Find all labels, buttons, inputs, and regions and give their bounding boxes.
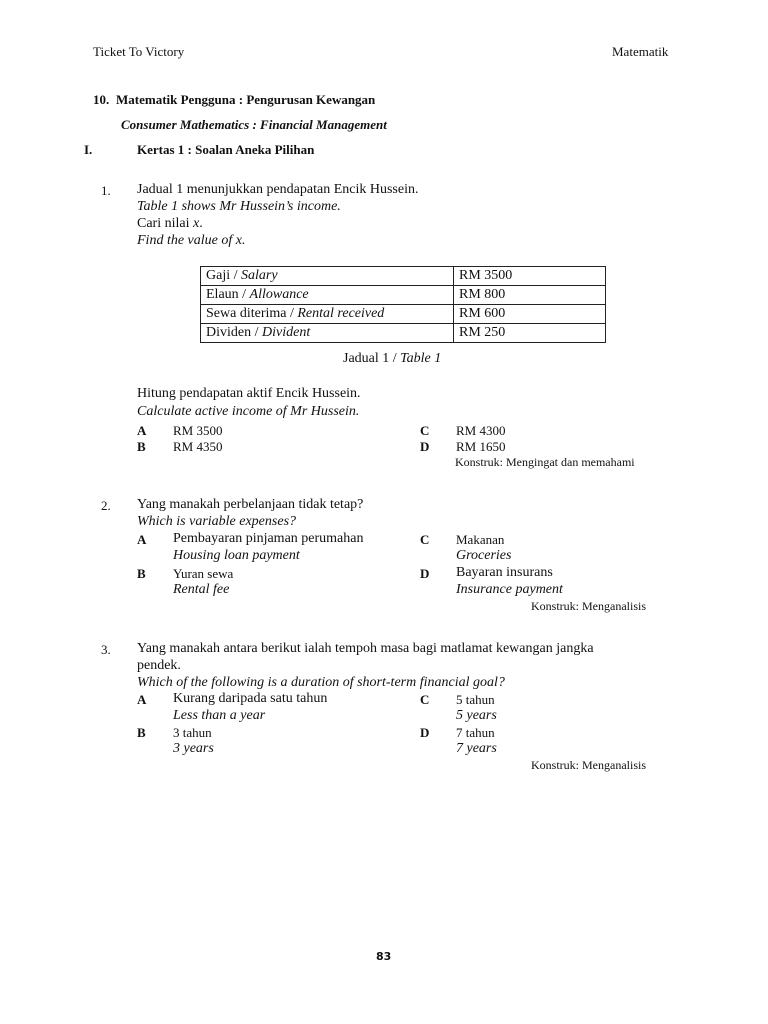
q2-option-d-en: Insurance payment	[456, 582, 563, 597]
table-row	[201, 305, 606, 324]
q1-line6: Calculate active income of Mr Hussein.	[137, 404, 360, 419]
q3-number: 3.	[101, 642, 111, 657]
q3-option-d-ms: 7 tahun	[456, 725, 495, 740]
section-number: I.	[84, 142, 93, 157]
page-number: 83	[376, 950, 392, 963]
income-table	[200, 266, 606, 343]
q3-option-b-ms: 3 tahun	[173, 725, 212, 740]
q3-option-a-en: Less than a year	[173, 708, 266, 723]
q1-option-a-text: RM 3500	[173, 423, 223, 438]
table-cell: RM 3500	[454, 267, 606, 286]
q2-construct: Konstruk: Menganalisis	[531, 599, 646, 613]
q3-option-a-letter: A	[137, 692, 147, 707]
chapter-number: 10.	[93, 92, 110, 107]
q3-construct: Konstruk: Menganalisis	[531, 758, 646, 772]
table-cell: Sewa diterima / Rental received	[201, 305, 454, 324]
table-cell: Elaun / Allowance	[201, 286, 454, 305]
q1-option-b-letter: B	[137, 439, 146, 454]
q1-option-d-letter: D	[420, 439, 430, 454]
q2-option-d-ms: Bayaran insurans	[456, 565, 553, 580]
q2-option-b-letter: B	[137, 566, 146, 581]
q3-option-b-letter: B	[137, 725, 146, 740]
q2-option-c-en: Groceries	[456, 548, 512, 563]
q3-line2: pendek.	[137, 658, 181, 673]
q2-option-a-ms: Pembayaran pinjaman perumahan	[173, 531, 364, 546]
header-left: Ticket To Victory	[93, 44, 185, 59]
q1-option-c-text: RM 4300	[456, 423, 506, 438]
q2-line2: Which is variable expenses?	[137, 514, 297, 529]
q1-line5: Hitung pendapatan aktif Encik Hussein.	[137, 386, 361, 401]
q2-option-b-ms: Yuran sewa	[173, 566, 234, 581]
q2-option-c-letter: C	[420, 532, 430, 547]
q3-option-d-letter: D	[420, 725, 430, 740]
q2-option-c-ms: Makanan	[456, 532, 505, 547]
q3-option-c-ms: 5 tahun	[456, 692, 495, 707]
q1-line1: Jadual 1 menunjukkan pendapatan Encik Hussein.	[137, 182, 419, 197]
q2-line1: Yang manakah perbelanjaan tidak tetap?	[137, 497, 364, 512]
q1-number: 1.	[101, 183, 111, 198]
table-cell: Gaji / Salary	[201, 267, 454, 286]
q1-line4: Find the value of x.	[137, 233, 246, 248]
q3-option-c-letter: C	[420, 692, 430, 707]
q1-option-c-letter: C	[420, 423, 430, 438]
table-row	[201, 267, 606, 286]
q1-option-b-text: RM 4350	[173, 439, 223, 454]
q3-option-a-ms: Kurang daripada satu tahun	[173, 691, 328, 706]
q1-line2: Table 1 shows Mr Hussein’s income.	[137, 199, 341, 214]
table-caption: Jadual 1 / Table 1	[343, 351, 442, 366]
q3-option-b-en: 3 years	[173, 741, 214, 756]
q2-option-a-en: Housing loan payment	[173, 548, 300, 563]
q3-option-d-en: 7 years	[456, 741, 497, 756]
table-cell: Dividen / Divident	[201, 324, 454, 343]
header-right: Matematik	[612, 44, 669, 59]
q3-line3: Which of the following is a duration of short-term financial goal?	[137, 675, 505, 690]
table-cell: RM 250	[454, 324, 606, 343]
q1-option-d-text: RM 1650	[456, 439, 506, 454]
q1-construct: Konstruk: Mengingat dan memahami	[455, 455, 635, 469]
q3-option-c-en: 5 years	[456, 708, 497, 723]
chapter-title-ms: Matematik Pengguna : Pengurusan Kewangan	[116, 92, 376, 107]
q2-option-d-letter: D	[420, 566, 430, 581]
table-row	[201, 286, 606, 305]
table-cell: RM 600	[454, 305, 606, 324]
q3-line1: Yang manakah antara berikut ialah tempoh masa bagi matlamat kewangan jangka	[137, 641, 594, 656]
chapter-title-en: Consumer Mathematics : Financial Management	[121, 117, 387, 132]
section-title: Kertas 1 : Soalan Aneka Pilihan	[137, 142, 315, 157]
q1-option-a-letter: A	[137, 423, 147, 438]
table-cell: RM 800	[454, 286, 606, 305]
q1-line3: Cari nilai x.	[137, 216, 203, 231]
q2-option-b-en: Rental fee	[173, 582, 230, 597]
table-row	[201, 324, 606, 343]
q2-number: 2.	[101, 498, 111, 513]
q2-option-a-letter: A	[137, 532, 147, 547]
